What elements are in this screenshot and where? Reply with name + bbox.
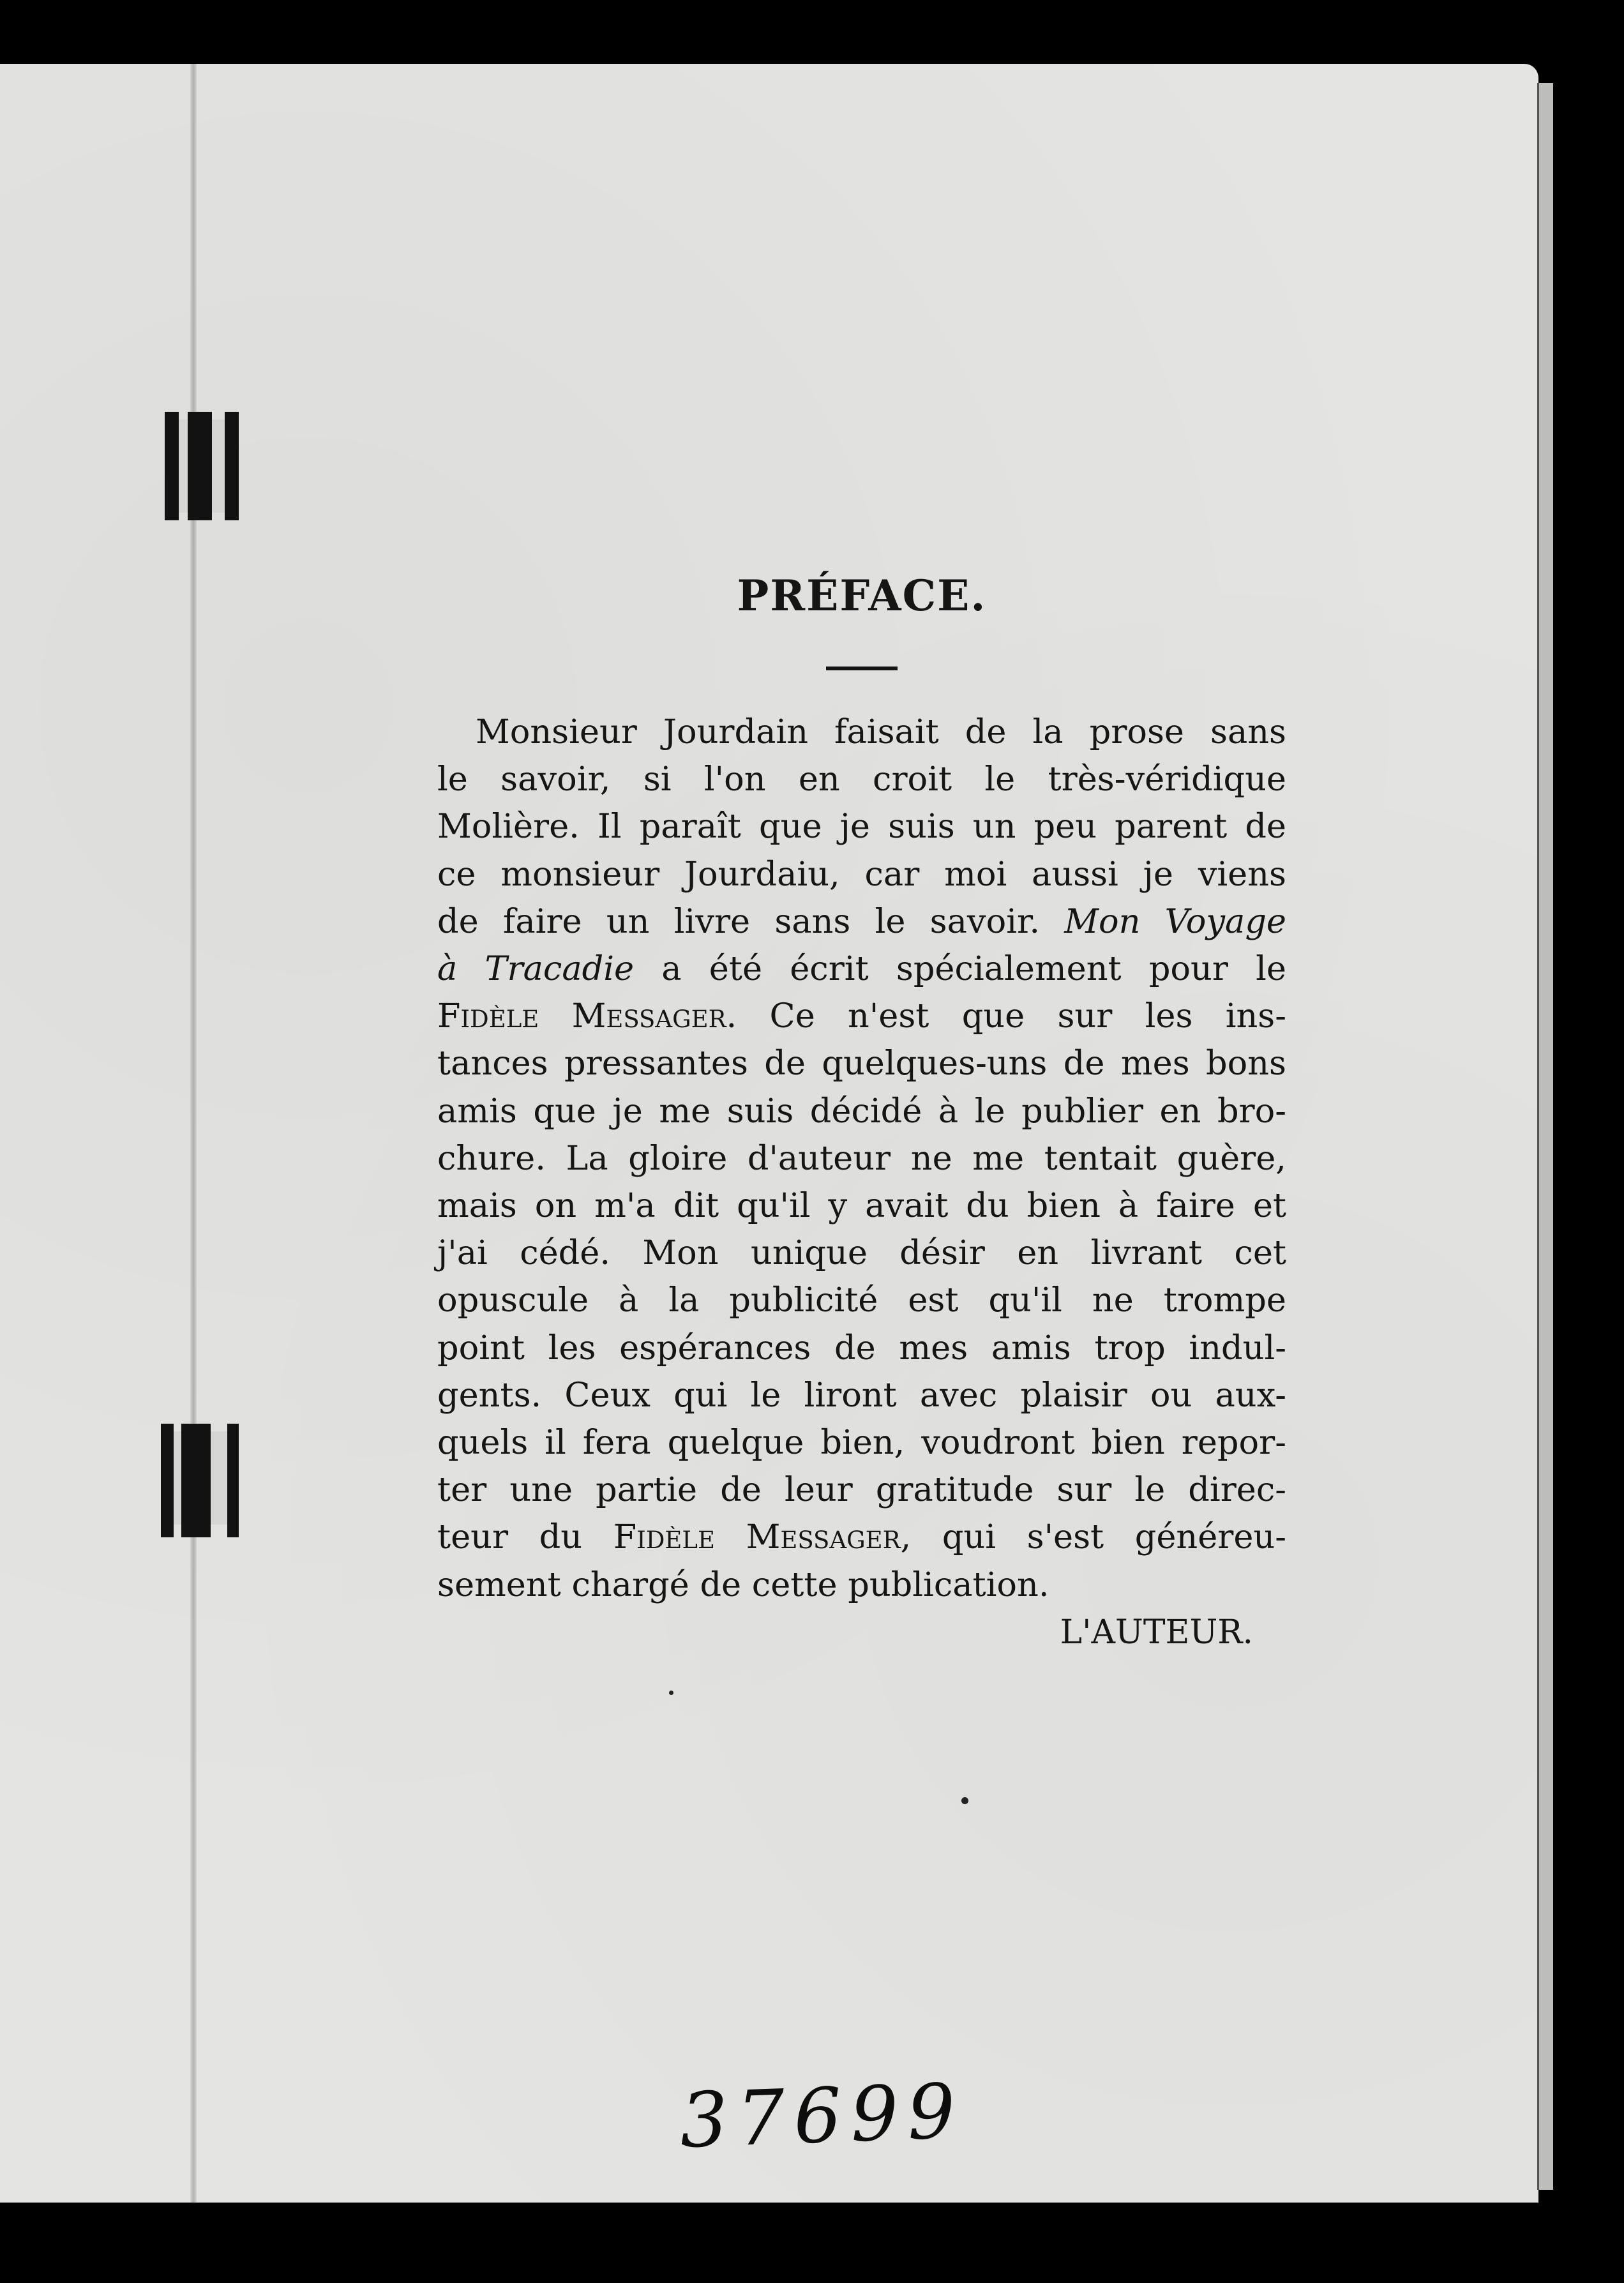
text-line: Fidèle Messager. Ce n'est que sur les ins-	[437, 997, 1286, 1036]
book-title-italic: Mon Voyage	[1064, 901, 1287, 941]
ink-speck	[669, 1691, 673, 1695]
handwritten-accession-number: 37699	[678, 2067, 966, 2165]
text-line: chure. La gloire d'auteur ne me tentait guère,	[437, 1138, 1286, 1178]
staple-top	[165, 412, 240, 520]
text-line: de faire un livre sans le savoir. Mon Voyage	[437, 901, 1287, 941]
text-line: j'ai cédé. Mon unique désir en livrant cet	[437, 1233, 1286, 1273]
text-line: quels il fera quelque bien, voudront bien repor-	[437, 1423, 1286, 1463]
page-edge	[1537, 83, 1553, 2190]
book-title-italic: à Tracadie	[437, 949, 635, 989]
ink-speck	[961, 1797, 968, 1804]
preface-text-block	[437, 571, 1287, 1656]
text-line: le savoir, si l'on en croit le très-véridique	[437, 760, 1286, 799]
text-line: opuscule à la publicité est qu'il ne trompe	[437, 1281, 1286, 1320]
staple-bottom	[161, 1424, 236, 1537]
preface-body	[437, 709, 1286, 1609]
text-line: amis que je me suis décidé à le publier en bro-	[437, 1091, 1286, 1131]
text-line: point les espérances de mes amis trop indul-	[437, 1328, 1286, 1368]
text-line: Monsieur Jourdain faisait de la prose sans	[476, 712, 1286, 751]
text-line: sement chargé de cette publication.	[437, 1565, 1049, 1604]
text-line: Molière. Il paraît que je suis un peu parent de	[437, 807, 1286, 847]
text-line: mais on m'a dit qu'il y avait du bien à faire et	[437, 1186, 1286, 1226]
preface-heading: PRÉFACE.	[737, 571, 987, 621]
author-signature: L'AUTEUR.	[1060, 1613, 1253, 1652]
publication-name: Fidèle Messager	[437, 997, 726, 1036]
heading-rule	[826, 667, 898, 670]
text-line: ce monsieur Jourdaiu, car moi aussi je viens	[437, 854, 1286, 894]
text-line: ter une partie de leur gratitude sur le direc-	[437, 1470, 1286, 1510]
text-line: à Tracadie a été écrit spécialement pour le	[437, 949, 1287, 989]
text-line: tances pressantes de quelques-uns de mes bons	[437, 1044, 1286, 1083]
text-line: gents. Ceux qui le liront avec plaisir ou aux-	[437, 1375, 1286, 1415]
binding-gutter	[190, 64, 197, 2203]
publication-name: Fidèle Messager	[613, 1518, 901, 1557]
text-line: teur du Fidèle Messager, qui s'est généreu-	[437, 1518, 1286, 1557]
